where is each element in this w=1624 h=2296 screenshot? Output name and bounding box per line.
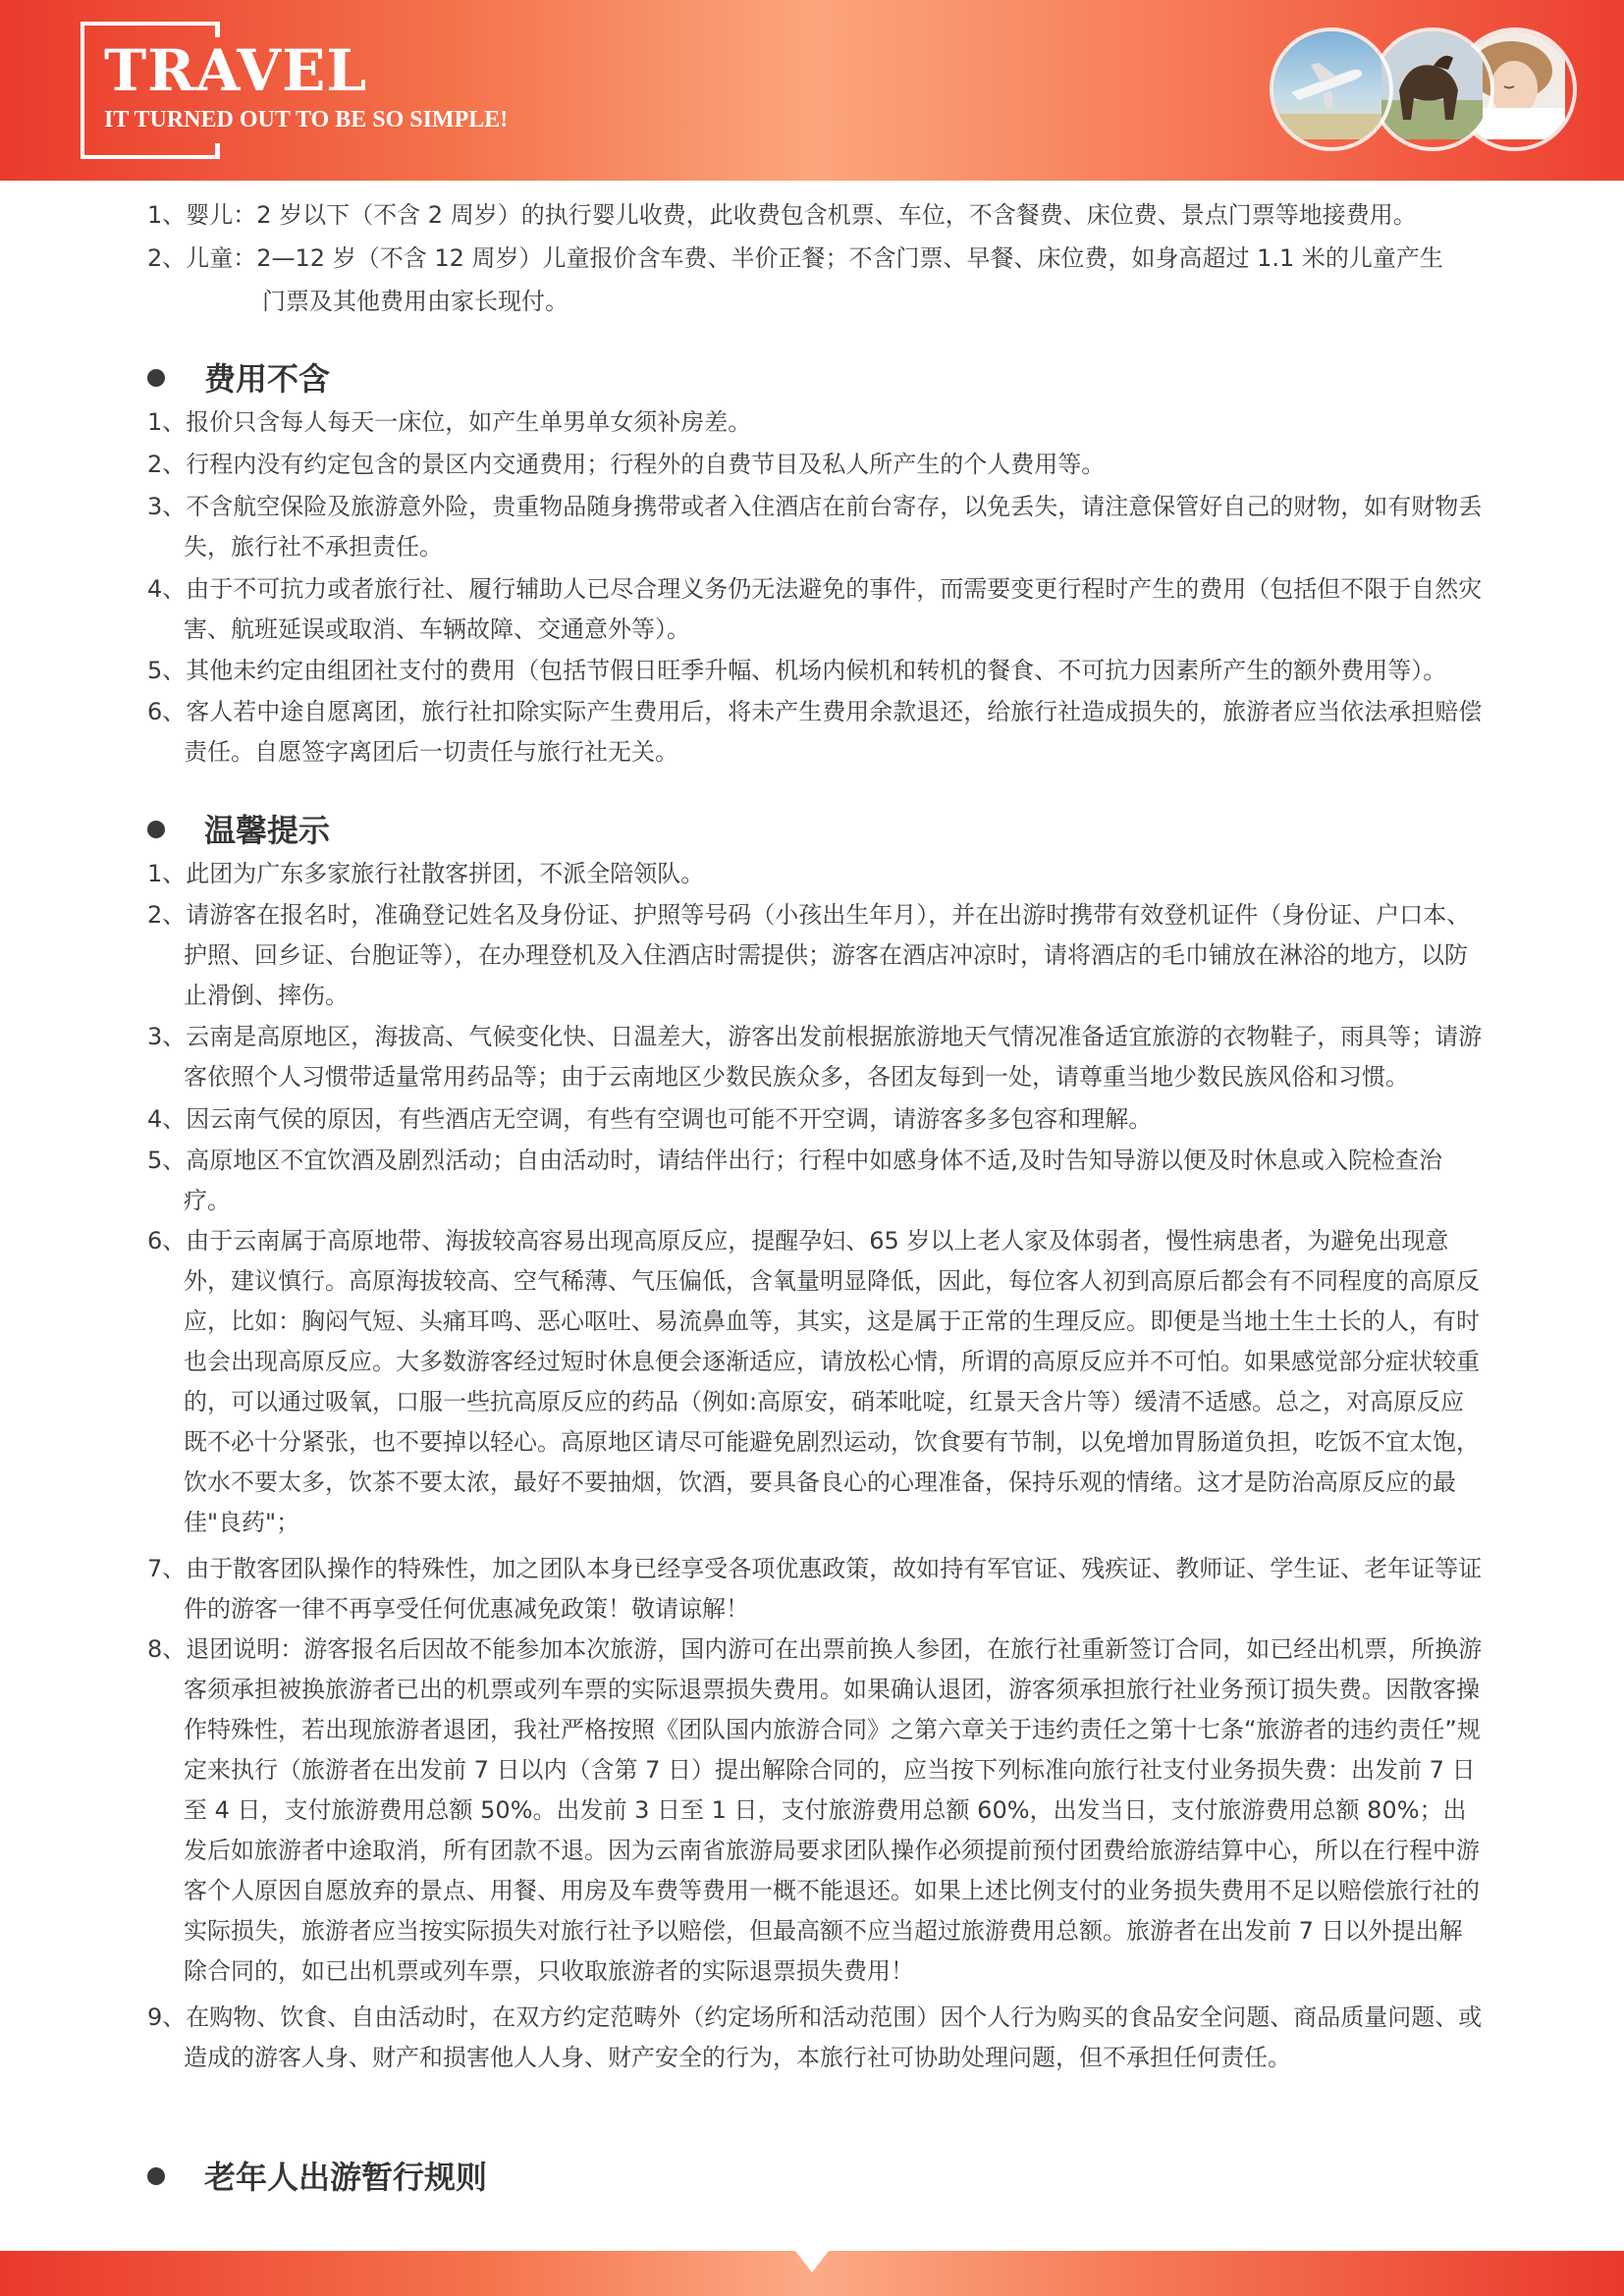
intro-item-2-continued: 门票及其他费用由家长现付。 (262, 288, 568, 315)
footer-notch-icon (795, 2251, 829, 2272)
bullet-icon (147, 2167, 165, 2185)
logo-subtitle: IT TURNED OUT TO BE SO SIMPLE! (104, 107, 509, 133)
section-heading-exclusions: 费用不含 (147, 359, 330, 399)
tip-item-5: 5、高原地区不宜饮酒及剧烈活动；自由活动时，请结伴出行；行程中如感身体不适,及时告知导游以便及时休息或入院检查治疗。 (147, 1147, 1442, 1214)
header-banner (0, 0, 1624, 181)
section-heading-tips: 温馨提示 (147, 811, 330, 850)
section-heading-elderly: 老年人出游暂行规则 (147, 2158, 487, 2197)
exclusion-item-2: 2、行程内没有约定包含的景区内交通费用；行程外的自费节目及私人所产生的个人费用等。 (147, 451, 1106, 478)
tip-item-3: 3、云南是高原地区，海拔高、气候变化快、日温差大，游客出发前根据旅游地天气情况准备适宜旅游的衣物鞋子，雨具等；请游客依照个人习惯带适量常用药品等；由于云南地区少数民族众多，各团友每到一处，请尊重当地少数民族风俗和习惯。 (147, 1023, 1483, 1091)
exclusion-item-3: 3、不含航空保险及旅游意外险，贵重物品随身携带或者入住酒店在前台寄存，以免丢失，请注意保管好自己的财物，如有财物丢失，旅行社不承担责任。 (147, 493, 1483, 561)
exclusion-item-4: 4、由于不可抗力或者旅行社、履行辅助人已尽合理义务仍无法避免的事件，而需要变更行程时产生的费用（包括但不限于自然灾害、航班延误或取消、车辆故障、交通意外等）。 (147, 575, 1483, 643)
tip-item-9: 9、在购物、饮食、自由活动时，在双方约定范畴外（约定场所和活动范围）因个人行为购买的食品安全问题、商品质量问题、或造成的游客人身、财产和损害他人人身、财产安全的行为，本旅行社可协助处理问题，但不承担任何责任。 (147, 2003, 1483, 2071)
bullet-icon (147, 369, 165, 387)
logo-title: TRAVEL (104, 37, 368, 104)
exclusion-item-6: 6、客人若中途自愿离团，旅行社扣除实际产生费用后，将未产生费用余款退还，给旅行社造成损失的，旅游者应当依法承担赔偿责任。自愿签字离团后一切责任与旅行社无关。 (147, 698, 1483, 766)
bullet-icon (147, 821, 165, 838)
tip-item-2: 2、请游客在报名时，准确登记姓名及身份证、护照等号码（小孩出生年月），并在出游时携带有效登机证件（身份证、户口本、护照、回乡证、台胞证等），在办理登机及入住酒店时需提供；游客在酒店冲凉时，请将酒店的毛巾铺放在淋浴的地方，以防止滑倒、摔伤。 (147, 901, 1471, 1009)
tip-item-4: 4、因云南气侯的原因，有些酒店无空调，有些有空调也可能不开空调，请游客多多包容和理解。 (147, 1105, 1153, 1133)
tip-item-8: 8、退团说明：游客报名后因故不能参加本次旅游，国内游可在出票前换人参团，在旅行社重新签订合同，如已经出机票，所换游客须承担被换旅游者已出的机票或列车票的实际退票损失费用。如果确认退团，游客须承担旅行社业务预订损失费。因散客操作特殊性，若出现旅游者退团，我社严格按照《团队国内旅游合同》之第六章关于违约责任之第十七条“旅游者的违约责任”规定来执行（旅游者在出发前 7 日以内（含第 7 日）提出解除合同的，应当按下列标准向旅行社支付业务损失费：出发前 7 日至 4 日，支付旅游费用总额 50%。出发前 3 日至 1 日，支付旅游费用总额 60%，出发当日，支付旅游费用总额 80%；出发后如旅游者中途取消，所有团款不退。因为云南省旅游局要求团队操作必须提前预付团费给旅游结算中心，所以在行程中游客个人原因自愿放弃的景点、用餐、用房及车费等费用一概不能退还。如果上述比例支付的业务损失费用不足以赔偿旅行社的实际损失，旅游者应当按实际损失对旅行社予以赔偿，但最高额不应当超过旅游费用总额。旅游者在出发前 7 日以外提出解除合同的，如已出机票或列车票，只收取旅游者的实际退票损失费用！ (147, 1635, 1483, 1985)
intro-item-1: 1、婴儿：2 岁以下（不含 2 周岁）的执行婴儿收费，此收费包含机票、车位，不含餐费、床位费、景点门票等地接费用。 (147, 201, 1417, 229)
exclusion-item-5: 5、其他未约定由组团社支付的费用（包括节假日旺季升幅、机场内候机和转机的餐食、不可抗力因素所产生的额外费用等）。 (147, 657, 1447, 684)
tip-item-7: 7、由于散客团队操作的特殊性，加之团队本身已经享受各项优惠政策，故如持有军官证、残疾证、教师证、学生证、老年证等证件的游客一律不再享受任何优惠减免政策！敬请谅解！ (147, 1555, 1483, 1623)
intro-item-2: 2、儿童：2—12 岁（不含 12 周岁）儿童报价含车费、半价正餐；不含门票、早餐、床位费，如身高超过 1.1 米的儿童产生 (147, 244, 1443, 272)
tip-item-1: 1、此团为广东多家旅行社散客拼团，不派全陪领队。 (147, 860, 705, 887)
exclusion-item-1: 1、报价只含每人每天一床位，如产生单男单女须补房差。 (147, 408, 752, 436)
tip-item-6: 6、由于云南属于高原地带、海拔较高容易出现高原反应，提醒孕妇、65 岁以上老人家及体弱者，慢性病患者，为避免出现意外，建议慎行。高原海拔较高、空气稀薄、气压偏低，含氧量明显降低，因此，每位客人初到高原后都会有不同程度的高原反应，比如：胸闷气短、头痛耳鸣、恶心呕吐、易流鼻血等，其实，这是属于正常的生理反应。即便是当地土生土长的人，有时也会出现高原反应。大多数游客经过短时休息便会逐渐适应，请放松心情，所谓的高原反应并不可怕。如果感觉部分症状较重的，可以通过吸氧，口服一些抗高原反应的药品（例如:高原安，硝苯吡啶，红景天含片等）缓清不适感。总之，对高原反应既不必十分紧张，也不要掉以轻心。高原地区请尽可能避免剧烈运动，饮食要有节制，以免增加胃肠道负担，吃饭不宜太饱，饮水不要太多，饮茶不要太浓，最好不要抽烟，饮酒，要具备良心的心理准备，保持乐观的情绪。这才是防治高原反应的最佳"良药"； (147, 1227, 1480, 1536)
airplane-photo (1270, 27, 1393, 151)
